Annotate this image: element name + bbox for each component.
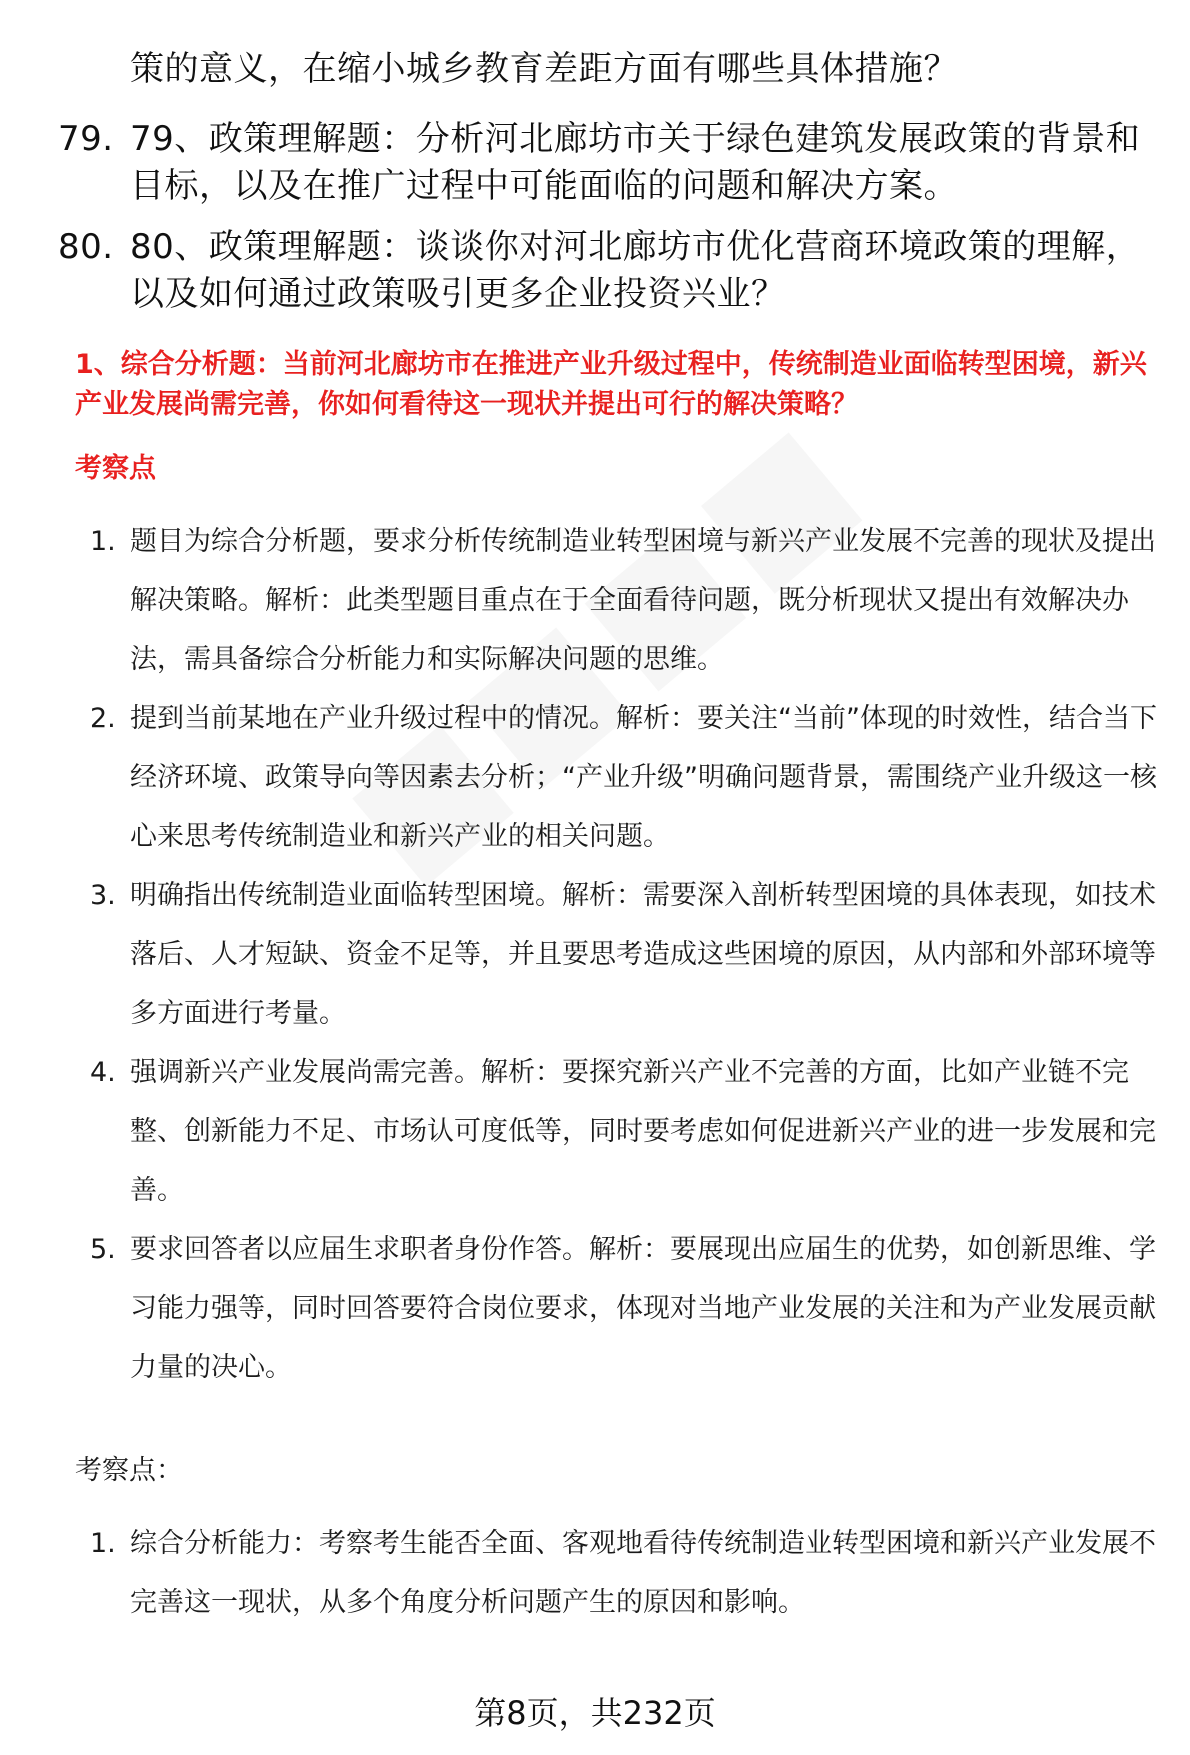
list-item <box>75 689 1160 866</box>
list-item-number: 79. <box>58 119 114 159</box>
list-item <box>75 1043 1160 1220</box>
list-item-number: 2. <box>90 703 116 734</box>
list-item-number: 3. <box>90 880 116 911</box>
page-footer: 第8页，共232页 <box>474 1694 716 1732</box>
list-item-80 <box>58 224 1168 318</box>
list-item-text: 综合分析能力：考察考生能否全面、客观地看待传统制造业转型困境和新兴产业发展不完善这一现状，从多个角度分析问题产生的原因和影响。 <box>130 1528 1156 1618</box>
section-heading-red: 考察点 <box>75 453 156 484</box>
list-item <box>75 866 1160 1043</box>
exam-points-list-2 <box>75 1514 1160 1632</box>
section-heading: 考察点： <box>75 1455 183 1486</box>
list-item-text: 提到当前某地在产业升级过程中的情况。解析：要关注“当前”体现的时效性，结合当下经济环境、政策导向等因素去分析；“产业升级”明确问题背景，需围绕产业升级这一核心来思考传统制造业和新兴产业的相关问题。 <box>130 703 1157 852</box>
list-item-79 <box>58 116 1168 210</box>
list-item-number: 4. <box>90 1057 116 1088</box>
list-item-number: 5. <box>90 1234 116 1265</box>
list-item-text: 强调新兴产业发展尚需完善。解析：要探究新兴产业不完善的方面，比如产业链不完整、创新能力不足、市场认可度低等，同时要考虑如何促进新兴产业的进一步发展和完善。 <box>130 1057 1156 1206</box>
list-item-text: 题目为综合分析题，要求分析传统制造业转型困境与新兴产业发展不完善的现状及提出解决策略。解析：此类型题目重点在于全面看待问题，既分析现状又提出有效解决办法，需具备综合分析能力和实际解决问题的思维。 <box>130 526 1156 675</box>
list-item <box>75 1220 1160 1397</box>
continuation-text: 策的意义，在缩小城乡教育差距方面有哪些具体措施？ <box>130 49 958 89</box>
list-item-text: 要求回答者以应届生求职者身份作答。解析：要展现出应届生的优势，如创新思维、学习能力强等，同时回答要符合岗位要求，体现对当地产业发展的关注和为产业发展贡献力量的决心。 <box>130 1234 1156 1383</box>
list-item-number: 1. <box>90 1528 116 1559</box>
list-item-text: 80、政策理解题：谈谈你对河北廊坊市优化营商环境政策的理解，以及如何通过政策吸引更多企业投资兴业？ <box>130 227 1141 314</box>
list-item <box>75 1514 1160 1632</box>
exam-points-list <box>75 512 1160 1397</box>
list-item-number: 80. <box>58 227 114 267</box>
list-item-text: 明确指出传统制造业面临转型困境。解析：需要深入剖析转型困境的具体表现，如技术落后、人才短缺、资金不足等，并且要思考造成这些困境的原因，从内部和外部环境等多方面进行考量。 <box>130 880 1156 1029</box>
question-heading: 1、综合分析题：当前河北廊坊市在推进产业升级过程中，传统制造业面临转型困境，新兴产业发展尚需完善，你如何看待这一现状并提出可行的解决策略？ <box>75 349 1147 420</box>
list-item-text: 79、政策理解题：分析河北廊坊市关于绿色建筑发展政策的背景和目标，以及在推广过程中可能面临的问题和解决方案。 <box>130 119 1141 206</box>
list-item <box>75 512 1160 689</box>
list-item-number: 1. <box>90 526 116 557</box>
